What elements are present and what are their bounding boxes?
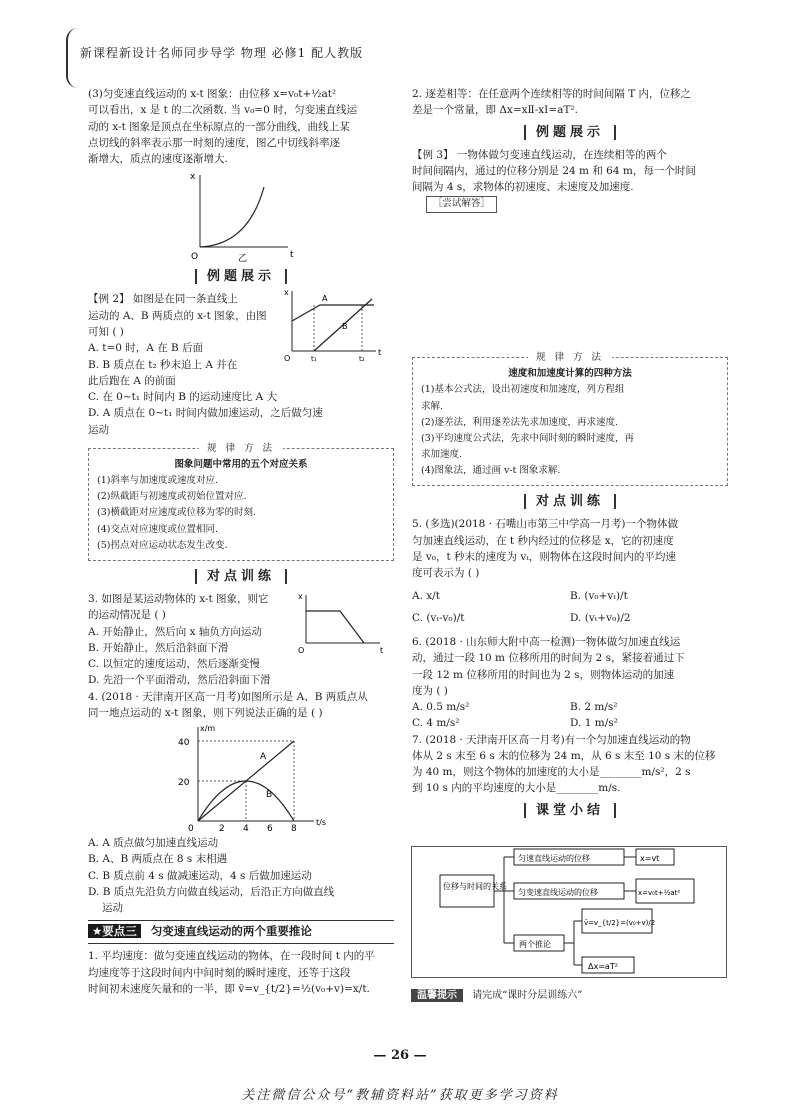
- parabola-curve: [200, 187, 264, 247]
- t-label: t: [378, 348, 382, 358]
- q5-line: 匀加速直线运动，在 t 秒内经过的位移是 x，它的初速度: [412, 534, 674, 547]
- law-item: (2)逐差法，利用逐差法先求加速度，再求速度.: [421, 416, 618, 428]
- ex2-option-d: D. A 质点在 0~t₁ 时间内做加速运动，之后做匀速: [88, 407, 323, 420]
- header-title: 新课程新设计名师同步导学 物理 必修1 配人教版: [80, 46, 364, 60]
- p3-line: 点切线的斜率表示那一时刻的速度，图乙中切线斜率逐: [88, 136, 340, 149]
- q5-options-row: [412, 610, 728, 626]
- law-item: (1)斜率与加速度或速度对应.: [97, 475, 218, 487]
- ex3-line: 时间间隔内，通过的位移分别是 24 m 和 64 m，每一个时间: [412, 164, 696, 177]
- q3-option-d: D. 先沿一个平面滑动，然后沿斜面下滑: [88, 674, 271, 687]
- ytick: 40: [178, 738, 190, 749]
- p3-line: 动的 x-t 图象是顶点在坐标原点的一部分曲线，曲线上某: [88, 120, 350, 133]
- formula-delta-x: Δx=aT²: [588, 962, 618, 971]
- q5-line: 是 v₀，t 秒末的速度为 vₜ，则物体在这段时间内的平均速: [412, 550, 676, 563]
- law-box-title: 规 律 方 法: [421, 350, 719, 366]
- ex2-option-b-cont: 此后跑在 A 的前面: [88, 374, 176, 387]
- q5-option-b: B. (v₀+vₜ)/t: [570, 589, 628, 602]
- q5-option-c: C. (vₜ-v₀)/t: [412, 611, 465, 624]
- section-example-title: 例题展示: [412, 123, 728, 143]
- try-answer-label: ［尝试解答］: [426, 196, 497, 213]
- origin-label: O: [298, 645, 305, 655]
- p3-line: 渐增大，质点的速度逐渐增大.: [88, 153, 228, 166]
- law-item: (3)平均速度公式法，先求中间时刻的瞬时速度，再: [421, 432, 634, 444]
- tip-text: 请完成“课时分层训练六”: [472, 990, 583, 1001]
- q7-line: 到 10 s 内的平均速度的大小是________m/s.: [412, 782, 621, 795]
- kp3-line: 时间初末速度矢量和的一半，即 v̄=v_{t/2}=½(v₀+v)=x/t.: [88, 982, 370, 995]
- law-item: (3)横截距对应速度或位移为零的时刻.: [97, 507, 256, 519]
- law-item: (5)拐点对应运动状态发生改变.: [97, 539, 228, 551]
- law-box-heading: 速度和加速度计算的四种方法: [508, 368, 632, 380]
- t-label: t: [380, 645, 384, 655]
- q5-line: 度可表示为 ( ): [412, 567, 480, 580]
- q3-line: 的运动情况是 ( ): [88, 609, 166, 622]
- summary-diagram: [411, 846, 727, 978]
- q3-line: 3. 如图是某运动物体的 x-t 图象，则它: [88, 592, 269, 605]
- ytick: 20: [178, 778, 190, 789]
- ex2-line: 【例 2】 如图是在同一条直线上: [88, 293, 238, 306]
- q4-option-c: C. B 质点前 4 s 做减速运动，4 s 后做加速运动: [88, 869, 312, 882]
- xtick: 2: [219, 824, 225, 835]
- x-label: x: [190, 172, 196, 183]
- q5-options-row: [412, 588, 728, 604]
- q3-option-c: C. 以恒定的速度运动，然后逐渐变慢: [88, 658, 260, 671]
- graph-q3: [296, 589, 386, 655]
- key-point-title: 匀变速直线运动的两个重要推论: [150, 924, 312, 939]
- law-box-title: 规 律 方 法: [97, 441, 385, 457]
- t-label: t: [290, 250, 294, 261]
- formula-accelerated: x=v₀t+½at²: [638, 889, 681, 897]
- tip-tag: 温馨提示: [411, 989, 463, 1002]
- law-item: (1)基本公式法，设出初速度和加速度，列方程组: [421, 384, 625, 396]
- q6-option-c: C. 4 m/s²: [412, 717, 460, 730]
- q4-option-a: A. A 质点做匀加速直线运动: [88, 837, 219, 850]
- branch-accelerated: 匀变速直线运动的位移: [518, 888, 598, 897]
- law-box-heading: 图象问题中常用的五个对应关系: [174, 459, 308, 470]
- q4-line: 同一地点运动的 x-t 图象，则下列说法正确的是 ( ): [88, 706, 323, 719]
- q3-option-b: B. 开始静止，然后沿斜面下滑: [88, 641, 229, 654]
- left-column: [88, 86, 394, 997]
- key-point-3-bar: [88, 920, 394, 944]
- footer-watermark: 关注微信公众号“教辅资料站”获取更多学习资料: [241, 1088, 559, 1103]
- x-label: x: [284, 288, 289, 298]
- q6-option-a: A. 0.5 m/s²: [412, 701, 470, 714]
- xtick: 8: [291, 824, 297, 835]
- p3-line: (3)匀变速直线运动的 x-t 图象：由位移 x=v₀t+½at²: [88, 88, 337, 100]
- q4-option-b: B. A、B 两质点在 8 s 末相遇: [88, 853, 228, 866]
- ex2-option-d-cont: 运动: [88, 423, 109, 436]
- tip-bar: [411, 988, 725, 1004]
- ex2-line: 可知 ( ): [88, 326, 124, 338]
- law-item: (4)交点对应速度或位置相同.: [97, 523, 218, 535]
- law-box-2: [412, 352, 728, 486]
- origin-label: O: [284, 354, 291, 364]
- y-axis-label: x/m: [200, 724, 216, 734]
- ex2-option-a: A. t=0 时，A 在 B 后面: [88, 342, 204, 355]
- q4-option-d: D. B 质点先沿负方向做直线运动，后沿正方向做直线: [88, 885, 335, 898]
- p2-line: 差是一个常量，即 Δx=xⅡ-xⅠ=aT².: [412, 104, 578, 117]
- q7-line: 7. (2018 · 天津南开区高一月考)有一个匀加速直线运动的物: [412, 733, 691, 746]
- q6-option-d: D. 1 m/s²: [570, 717, 618, 730]
- p2-line: 2. 逐差相等：在任意两个连续相等的时间间隔 T 内，位移之: [412, 88, 692, 100]
- q4-option-d-cont: 运动: [102, 902, 123, 915]
- formula-mean-velocity: v̄=v_{t/2}=(v₀+v)/2: [584, 919, 656, 927]
- ex2-option-b: B. B 质点在 t₂ 秒末追上 A 并在: [88, 358, 238, 371]
- law-item: 求解.: [421, 400, 444, 412]
- section-train-title: 对点训练: [412, 492, 728, 512]
- formula-uniform: x=vt: [640, 854, 660, 863]
- q6-line: 动，通过一段 10 m 位移所用的时间为 2 s，紧接着通过下: [412, 652, 685, 665]
- law-box-1: [88, 442, 394, 561]
- header-bracket: [66, 28, 80, 88]
- t-axis-label: t/s: [316, 818, 326, 828]
- q5-option-a: A. x/t: [412, 589, 440, 602]
- label-a: A: [260, 752, 267, 763]
- q7-line: 为 40 m，则这个物体的加速度的大小是________m/s²，2 s: [412, 766, 691, 779]
- section-train-title: 对点训练: [88, 567, 394, 587]
- ytick: 0: [188, 824, 194, 835]
- graph-yi: [88, 167, 394, 263]
- graph-ex2: [284, 285, 384, 365]
- q4-line: 4. (2018 · 天津南开区高一月考)如图所示是 A、B 两质点从: [88, 690, 368, 703]
- summary-tree: [412, 847, 726, 977]
- branch-corollaries: 两个推论: [519, 940, 551, 949]
- origin-label: O: [191, 252, 199, 263]
- label-t1: t₁: [311, 355, 317, 364]
- key-point-label: ★要点三: [88, 924, 141, 938]
- graph-caption: 乙: [238, 254, 248, 264]
- q5-option-d: D. (vₜ+v₀)/2: [570, 611, 631, 624]
- motion-line: [306, 611, 364, 643]
- ex3-line: 间隔为 4 s，求物体的初速度、末速度及加速度.: [412, 181, 634, 194]
- right-column: [412, 86, 728, 825]
- law-item: (4)图象法，通过画 v-t 图象求解.: [421, 465, 561, 477]
- root-box: [440, 875, 494, 907]
- p3-line: 可以看出，x 是 t 的二次函数. 当 v₀=0 时，匀变速直线运: [88, 104, 358, 117]
- label-t2: t₂: [359, 355, 365, 364]
- xtick: 4: [243, 824, 249, 835]
- ex3-line: 【例 3】 一物体做匀变速直线运动，在连续相等的两个: [412, 148, 667, 161]
- q6-line: 度为 ( ): [412, 684, 448, 697]
- q7-line: 体从 2 s 末至 6 s 末的位移为 24 m，从 6 s 末至 10 s 末的位移: [412, 749, 716, 762]
- q6-line: 6. (2018 · 山东师大附中高一检测)一物体做匀加速直线运: [412, 636, 681, 649]
- q6-options-row: [412, 715, 728, 731]
- ex2-line: 运动的 A、B 两质点的 x-t 图象，由图: [88, 309, 267, 322]
- kp3-line: 1. 平均速度：做匀变速直线运动的物体，在一段时间 t 内的平: [88, 950, 375, 963]
- x-label: x: [298, 591, 303, 601]
- ex2-option-c: C. 在 0~t₁ 时间内 B 的运动速度比 A 大: [88, 391, 278, 404]
- kp3-line: 均速度等于这段时间内中间时刻的瞬时速度，还等于这段: [88, 966, 351, 979]
- law-item: 求加速度.: [421, 449, 463, 461]
- q6-option-b: B. 2 m/s²: [570, 701, 618, 714]
- summary-title: 课堂小结: [412, 801, 728, 821]
- label-b: B: [266, 790, 273, 801]
- graph-q4: [88, 721, 394, 835]
- xtick: 6: [267, 824, 273, 835]
- q5-line: 5. (多选)(2018 · 石嘴山市第三中学高一月考)一个物体做: [412, 518, 678, 531]
- root-label: 位移与时间的关系: [443, 882, 507, 891]
- page-number: — 26 —: [373, 1048, 427, 1063]
- q3-option-a: A. 开始静止，然后向 x 轴负方向运动: [88, 625, 262, 638]
- q6-line: 一段 12 m 位移所用的时间也为 2 s，则物体运动的加速: [412, 668, 675, 681]
- law-item: (2)纵截距与初速度或初始位置对应.: [97, 491, 247, 503]
- branch-uniform: 匀速直线运动的位移: [518, 854, 590, 863]
- answer-space: [412, 213, 728, 351]
- q6-options-row: [412, 699, 728, 715]
- label-b: B: [342, 322, 348, 332]
- label-a: A: [322, 294, 328, 304]
- section-example-title: 例题展示: [88, 267, 394, 287]
